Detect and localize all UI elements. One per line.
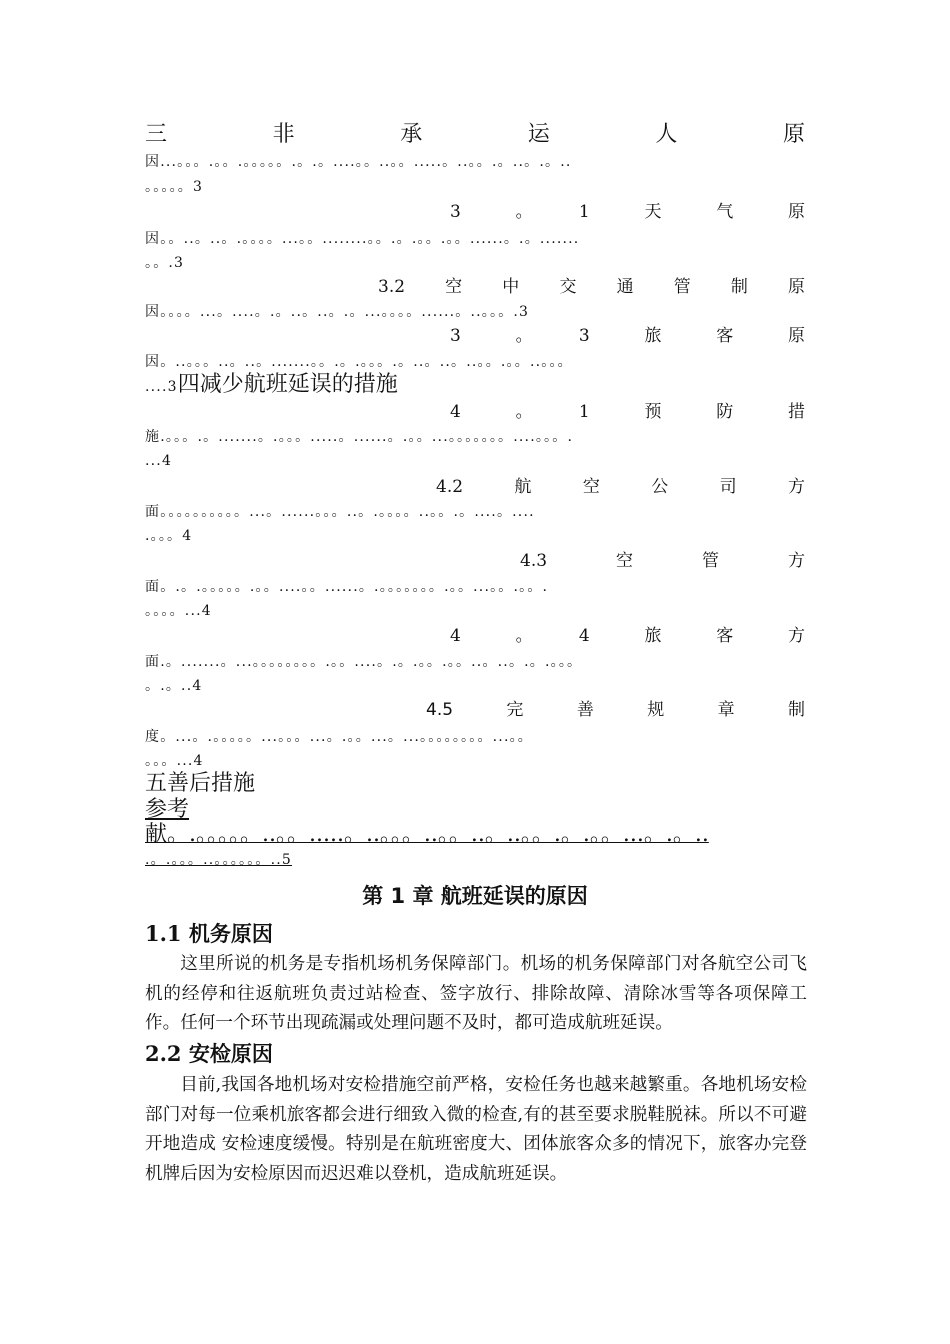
- toc-page-number: 。。。...4: [145, 753, 204, 769]
- toc-page-number: .。.。。。..。。。。。。..5: [145, 852, 293, 868]
- toc-leader: 面。。。。。。。。。。...。......。。。..。.。。。。..。。.。....。....: [145, 504, 535, 520]
- toc-page-number: 。.。..4: [145, 678, 203, 694]
- toc-leader: 度。...。.。。。。。...。。。...。.。。...。...。。。。。。。。...。。: [145, 729, 534, 745]
- toc-page-number: .。。。4: [145, 528, 193, 544]
- toc-entry-title[interactable]: 4.3 空 管 方: [520, 551, 805, 571]
- section-paragraph: 这里所说的机务是专指机场机务保障部门。机场的机务保障部门对各航空公司飞机的经停和往返航班负责过站检查、签字放行、排除故障、清除冰雪等各项保障工作。任何一个环节出现疏漏或处理问题不及时，都可造成航班延误。: [145, 954, 807, 1033]
- toc-leader: 献。.。。。。。..。。.....。..。。。..。。..。..。。.。.。。...。.。..: [145, 822, 709, 847]
- toc-entry-title[interactable]: 3 。 1 天 气 原: [450, 202, 805, 222]
- toc-leader: 施.。。。.。.......。.。。。.....。......。.。。...。。。。。。。....。。。.: [145, 429, 574, 445]
- toc-entry-title[interactable]: 3 。 3 旅 客 原: [450, 326, 805, 346]
- section-heading: 2.2 安检原因: [145, 1041, 273, 1066]
- toc-page-number: 。。。。。3: [145, 179, 204, 195]
- toc-leader: 因。。..。..。.。。。。...。。........。。.。.。。.。。......。.。.......: [145, 231, 580, 247]
- toc-page-number: ...4: [145, 453, 173, 469]
- toc-entry-title[interactable]: 五善后措施: [145, 771, 256, 796]
- toc-entry-title[interactable]: 三 非 承 运 人 原: [145, 122, 805, 147]
- toc-entry-title[interactable]: 4.2 航 空 公 司 方: [436, 477, 805, 497]
- toc-entry-title[interactable]: 4 。 4 旅 客 方: [450, 626, 805, 646]
- toc-entry-title[interactable]: 参考: [145, 797, 190, 822]
- toc-page-number: 。。。。...4: [145, 603, 212, 619]
- section-heading: 1.1 机务原因: [145, 921, 273, 946]
- toc-leader: 因。。。。...。....。.。..。..。.。...。。。。......。..。。。.3: [145, 304, 530, 320]
- chapter-title: 第 1 章 航班延误的原因: [362, 884, 588, 908]
- toc-leader: 面。.。.。。。。。.。。....。。......。.。。。。。。。.。。...。。.。。.: [145, 579, 549, 595]
- toc-entry-title[interactable]: 四减少航班延误的措施: [177, 372, 398, 397]
- toc-entry-title[interactable]: 3.2 空 中 交 通 管 制 原: [378, 277, 805, 297]
- toc-leader: 面.。.......。...。。。。。。。。.。。....。.。.。。.。。..。..。.。.。。。: [145, 654, 583, 670]
- toc-leader: 因...。。。.。。.。。。。。.。.。....。。..。。.....。..。。.。..。.。..: [145, 154, 572, 170]
- section-paragraph: 目前,我国各地机场对安检措施空前严格，安检任务也越来越繁重。各地机场安检部门对每一位乘机旅客都会进行细致入微的检查,有的甚至要求脱鞋脱袜。所以不可避开地造成 安检速度缓慢。特别是在航班密度大、团体旅客众多的情况下，旅客办完登机牌后因为安检原因而迟迟难以登机，造成航班延误。: [145, 1075, 807, 1184]
- toc-page-number: 。。.3: [145, 255, 185, 271]
- toc-page-number: ....3: [145, 379, 178, 395]
- toc-entry-row: [145, 372, 805, 399]
- toc-leader: 因。..。。。..。..。.......。。.。.。。。.。..。..。..。。.。。..。。。: [145, 354, 573, 370]
- toc-entry-title[interactable]: 4 。 1 预 防 措: [450, 402, 805, 422]
- toc-entry-title[interactable]: 4.5 完 善 规 章 制: [426, 700, 805, 720]
